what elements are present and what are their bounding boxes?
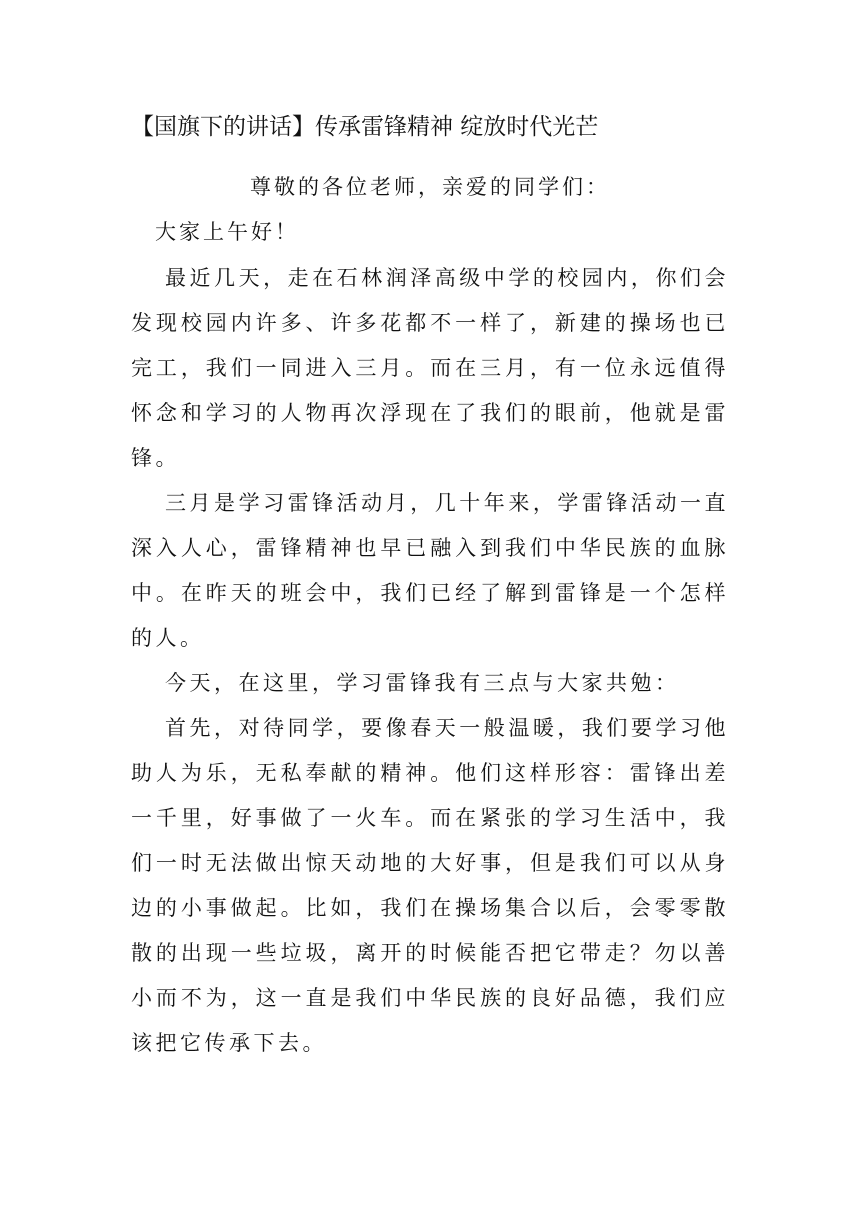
paragraph-1: 最近几天，走在石林润泽高级中学的校园内，你们会发现校园内许多、许多花都不一样了，新建的操场也已完工，我们一同进入三月。而在三月，有一位永远值得怀念和学习的人物再次浮现在了我们的眼前，他就是雷锋。 (131, 266, 729, 470)
document-title: 【国旗下的讲话】传承雷锋精神 绽放时代光芒 (131, 114, 599, 140)
paragraph-4: 首先，对待同学，要像春天一般温暖，我们要学习他助人为乐，无私奉献的精神。他们这样形容：雷锋出差一千里，好事做了一火车。而在紧张的学习生活中，我们一时无法做出惊天动地的大好事，但是我们可以从身边的小事做起。比如，我们在操场集合以后，会零零散散的出现一些垃圾，离开的时候能否把它带走？勿以善小而不为，这一直是我们中华民族的良好品德，我们应该把它传承下去。 (131, 716, 729, 1055)
paragraph-3: 今天，在这里，学习雷锋我有三点与大家共勉： (165, 671, 680, 695)
speech-salute: 大家上午好！ (155, 220, 299, 244)
paragraph-2: 三月是学习雷锋活动月，几十年来，学雷锋活动一直深入人心，雷锋精神也早已融入到我们中华民族的血脉中。在昨天的班会中，我们已经了解到雷锋是一个怎样的人。 (131, 491, 729, 650)
speech-greeting: 尊敬的各位老师，亲爱的同学们： (250, 175, 610, 199)
